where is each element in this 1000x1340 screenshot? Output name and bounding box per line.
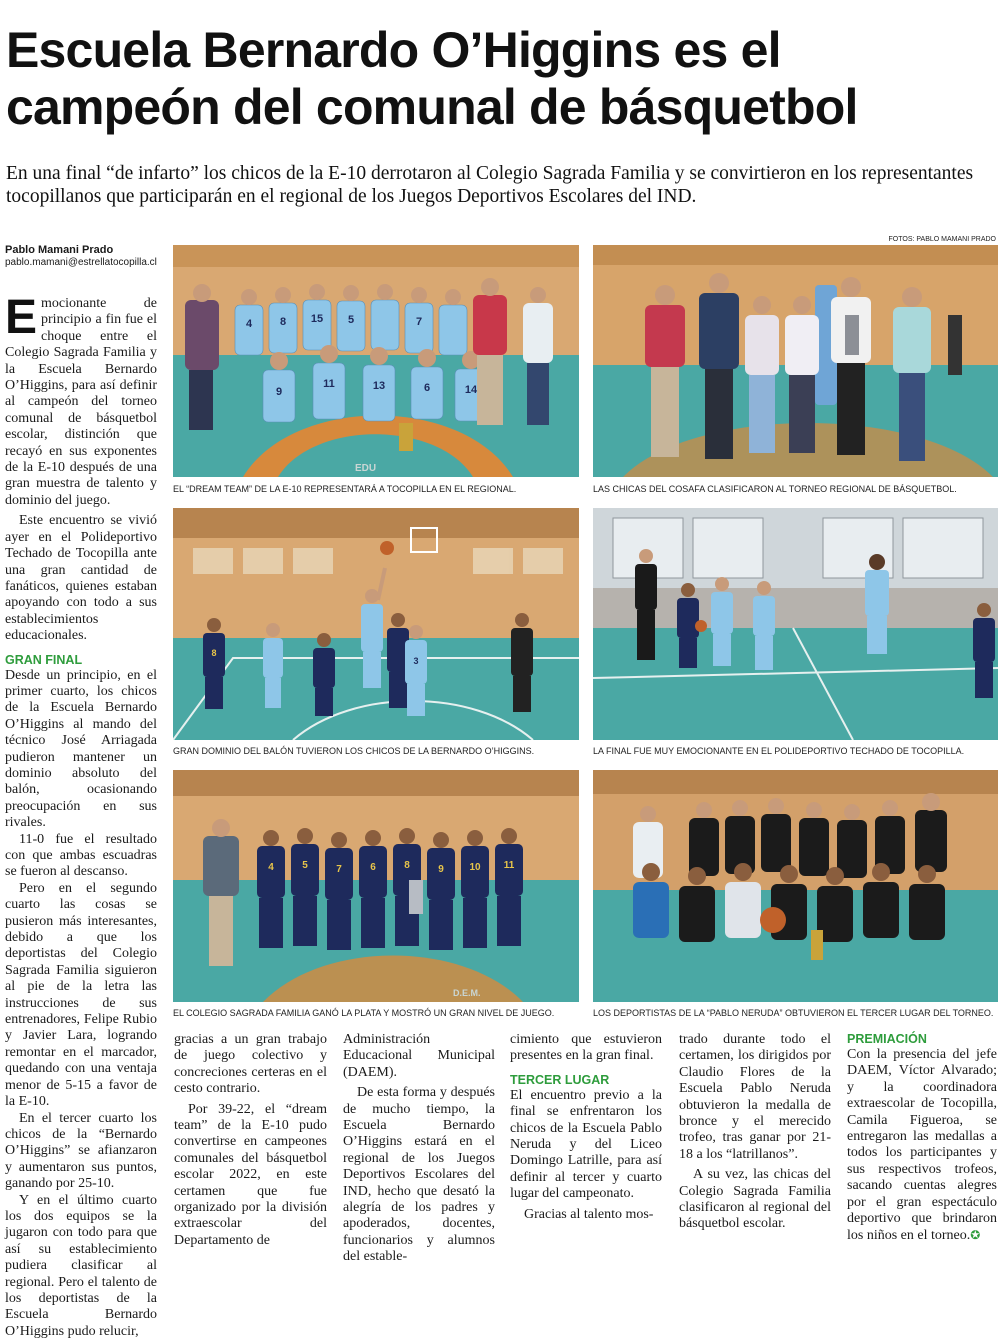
jersey-number: 8 — [404, 860, 410, 871]
jersey-number: 9 — [275, 386, 283, 398]
photo-caption: LAS CHICAS DEL COSAFA CLASIFICARON AL TORNEO REGIONAL DE BÁSQUETBOL. — [593, 484, 957, 494]
article-paragraph: 11-0 fue el resultado con que ambas escuadras se fueron al descanso. — [5, 831, 157, 880]
jersey-number: 11 — [323, 378, 335, 390]
article-paragraph: Desde un principio, en el primer cuarto, los chicos de la Escuela Bernardo O’Higgins al mando del técnico José Arriagada pudieron mantener un dominio absoluto del balón, ocasionando preocupación en sus rivales. — [5, 667, 157, 831]
deck-subtitle: En una final “de infarto” los chicos de la E-10 derrotaron al Colegio Sagrada Familia y se convirtieron en los representantes tocopillanos que participarán en el regional de los Juegos Deportivos Escolares del IND. — [6, 163, 974, 207]
photo-credit: FOTOS: PABLO MAMANI PRADO — [888, 236, 996, 243]
section-heading: TERCER LUGAR — [510, 1072, 610, 1087]
article-paragraph: De esta forma y después de mucho tiempo, la Escuela Bernardo O’Higgins estará en el regional de los Juegos Deportivos Escolares del IND, hecho que desató la alegría de los padres y apoderados, docentes, funcionarios y alumnos del estable- — [343, 1085, 495, 1265]
article-paragraph: Este encuentro se vivió ayer en el Polideportivo Techado de Tocopilla ante una gran cantidad de fanáticos, quienes estaban apoyando con todo a sus establecimientos educacionales. — [5, 513, 157, 644]
photo-sagrada-familia — [173, 770, 579, 1002]
jersey-number: 6 — [423, 382, 431, 394]
photo-final-action — [593, 508, 998, 740]
photo-caption: EL “DREAM TEAM” DE LA E-10 REPRESENTARÁ A TOCOPILLA EN EL REGIONAL. — [173, 484, 517, 494]
article-paragraph: gracias a un gran trabajo de juego colectivo y concreciones certeras en el cesto contrario. — [174, 1032, 327, 1097]
article-paragraph: Con la presencia del jefe DAEM, Víctor Alvarado; y la coordinadora extraescolar de Tocopilla, Camila Figueroa, se entregaron las medallas a todos los participantes y sus respectivos trofeos, sacando cuentas alegres por el gran espectáculo deportivo que brindaron los niños en el torneo.✪ — [847, 1047, 997, 1244]
jersey-number: 14 — [464, 384, 478, 396]
byline — [5, 244, 170, 269]
floor-text: D.E.M. — [453, 988, 481, 998]
photo-game-action — [173, 508, 579, 740]
jersey-number: 5 — [347, 314, 355, 326]
photo-e10-team-image — [173, 245, 579, 477]
article-paragraph: A su vez, las chicas del Colegio Sagrada Familia clasificaron al regional del básquetbol escolar. — [679, 1167, 831, 1232]
drop-cap: E — [5, 291, 38, 344]
photo-caption: EL COLEGIO SAGRADA FAMILIA GANÓ LA PLATA Y MOSTRÓ UN GRAN NIVEL DE JUEGO. — [173, 1008, 555, 1018]
jersey-number: 11 — [503, 860, 515, 871]
article-column-2 — [174, 1032, 327, 1249]
article-paragraph: Pero en el segundo cuarto las cosas se pusieron más interesantes, debido a que los deportistas del Colegio Sagrada Familia siguieron al pie de la letra las instrucciones de sus entrenadores, Felipe Rubio y Javier Lara, logrando remontar en el marcador, quedando con una ventaja menor de 5-15 a favor de la E-10. — [5, 880, 157, 1110]
jersey-number: 3 — [413, 656, 419, 666]
photo-cosafa-girls — [593, 245, 998, 477]
photo-final-action-image — [593, 508, 998, 740]
article-paragraph: Gracias al talento mos- — [524, 1206, 654, 1222]
jersey-number: 8 — [211, 648, 217, 658]
jersey-number: 5 — [302, 860, 308, 871]
photo-caption: LOS DEPORTISTAS DE LA “PABLO NERUDA” OBTUVIERON EL TERCER LUGAR DEL TORNEO. — [593, 1008, 994, 1018]
article-column-5 — [679, 1032, 831, 1233]
jersey-number: 7 — [415, 316, 423, 328]
photo-caption: GRAN DOMINIO DEL BALÓN TUVIERON LOS CHICOS DE LA BERNARDO O’HIGGINS. — [173, 746, 535, 756]
photo-sagrada-familia-image — [173, 770, 579, 1002]
photo-pablo-neruda — [593, 770, 998, 1002]
photo-pablo-neruda-image — [593, 770, 998, 1002]
article-paragraph: Por 39-22, el “dream team” de la E-10 pudo convertirse en campeones comunales del básquetbol escolar 2022, en este certamen que fue organizado por la división extraescolar del Departamento de — [174, 1101, 327, 1248]
section-heading: PREMIACIÓN — [847, 1032, 927, 1046]
article-column-4 — [510, 1032, 662, 1223]
byline-email: pablo.mamani@estrellatocopilla.cl — [5, 257, 157, 268]
article-paragraph: El encuentro previo a la final se enfrentaron los chicos de la Escuela Pablo Neruda y del Liceo Domingo Latrille, para así definir al tercer y cuarto lugar del campeonato. — [510, 1087, 662, 1202]
article-column-1 — [5, 291, 157, 1340]
jersey-number: 15 — [310, 313, 324, 325]
end-mark-icon: ✪ — [970, 1228, 981, 1243]
article-paragraph: cimiento que estuvieron presentes en la gran final. — [510, 1032, 662, 1064]
article-column-6 — [847, 1032, 997, 1245]
jersey-number: 4 — [245, 318, 253, 330]
photo-e10-team — [173, 245, 579, 477]
article-column-3 — [343, 1032, 495, 1266]
photo-caption: LA FINAL FUE MUY EMOCIONANTE EN EL POLIDEPORTIVO TECHADO DE TOCOPILLA. — [593, 746, 965, 756]
jersey-number: 13 — [372, 380, 386, 392]
jersey-number: 4 — [268, 862, 274, 873]
section-heading: GRAN FINAL — [5, 652, 83, 667]
byline-name: Pablo Mamani Prado — [5, 244, 114, 256]
jersey-number: 9 — [438, 864, 444, 875]
article-paragraph: Y en el último cuarto los dos equipos se la jugaron con todo para que así su establecimiento pudiera clasificar al regional. Pero el talento de los deportistas de la Escuela Bernardo O’Higgins pudo relucir, — [5, 1192, 157, 1339]
headline: Escuela Bernardo O’Higgins es el campeón del comunal de básquetbol — [6, 22, 858, 135]
jersey-number: 7 — [336, 864, 342, 875]
article-paragraph: En el tercer cuarto los chicos de la “Bernardo O’Higgins” se afianzaron y aumentaron sus puntos, ganando por 25-10. — [5, 1110, 157, 1192]
article-paragraph: Emocionante de principio a fin fue el choque entre el Colegio Sagrada Familia y la Escuela Bernardo O’Higgins, para así definir al campeón del torneo comunal de básquetbol escolar, distinción que recayó en sus exponentes de la E-10 después de una gran muestra de talento y dominio del juego. — [5, 291, 157, 508]
jersey-number: 10 — [469, 862, 481, 873]
photo-cosafa-girls-image — [593, 245, 998, 477]
article-paragraph: Administración Educacional Municipal (DAEM). — [343, 1032, 495, 1080]
article-paragraph: trado durante todo el certamen, los dirigidos por Claudio Flores de la Escuela Pablo Neruda obtuvieron la medalla de bronce y el merecido trofeo, tras ganar por 21-18 a los “latrillanos”. — [679, 1032, 831, 1162]
photo-game-action-image — [173, 508, 579, 740]
jersey-number: 6 — [370, 862, 376, 873]
floor-text: EDU — [355, 463, 377, 474]
jersey-number: 8 — [279, 316, 287, 328]
